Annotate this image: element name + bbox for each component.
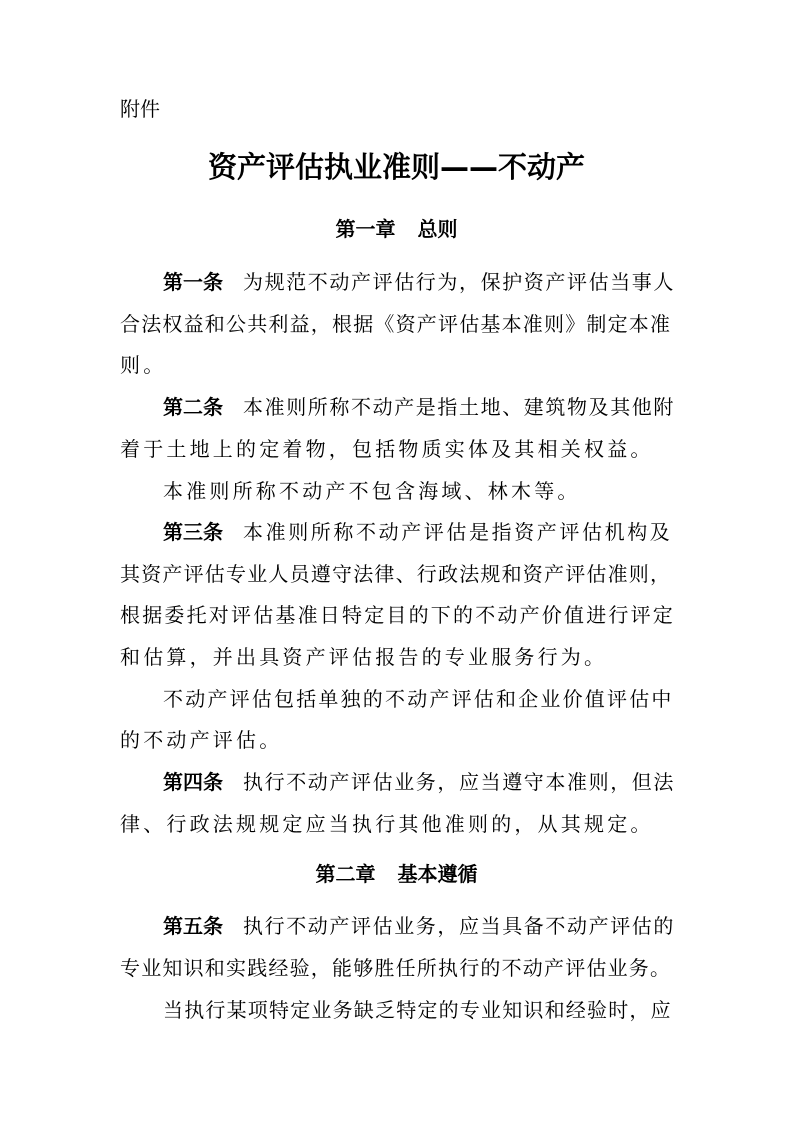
- chapter-name: 基本遵循: [397, 862, 478, 886]
- article-text: 为规范不动产评估行为，保护资产评估当事人: [243, 270, 675, 294]
- article-3-paragraph-2-line-1: 不动产评估包括单独的不动产评估和企业价值评估中: [163, 687, 674, 711]
- article-2-line-2: 着于土地上的定着物，包括物质实体及其相关权益。: [120, 437, 654, 461]
- article-5-line-2: 专业知识和实践经验，能够胜任所执行的不动产评估业务。: [120, 956, 672, 980]
- article-3-line-4: 和估算，并出具资产评估报告的专业服务行为。: [120, 645, 608, 669]
- chapter-name: 总则: [417, 217, 458, 241]
- article-text: 本准则所称不动产评估是指资产评估机构及: [243, 520, 673, 544]
- article-label: 第三条: [163, 520, 223, 544]
- article-5-paragraph-2-line-1: 当执行某项特定业务缺乏特定的专业知识和经验时，应: [163, 998, 672, 1022]
- article-2-paragraph-2: 本准则所称不动产不包含海域、林木等。: [163, 479, 581, 503]
- article-3-line-1: [163, 518, 675, 546]
- attachment-label: 附件: [120, 97, 160, 121]
- article-4-line-2: 律、行政法规规定应当执行其他准则的，从其规定。: [120, 812, 654, 836]
- article-label: 第二条: [163, 395, 223, 419]
- article-2-line-1: [163, 393, 675, 421]
- document-title: 资产评估执业准则——不动产: [207, 150, 585, 184]
- article-3-line-2: 其资产评估专业人员遵守法律、行政法规和资产评估准则，: [120, 562, 672, 586]
- article-1-line-3: 则。: [120, 353, 167, 377]
- article-text: 执行不动产评估业务，应当遵守本准则，但法: [243, 770, 675, 794]
- article-label: 第四条: [163, 770, 223, 794]
- article-label: 第一条: [163, 270, 223, 294]
- article-1-line-2: 合法权益和公共利益，根据《资产评估基本准则》制定本准: [120, 312, 672, 336]
- article-5-line-1: [163, 912, 675, 940]
- article-3-paragraph-2-line-2: 的不动产评估。: [120, 728, 283, 752]
- article-text: 本准则所称不动产是指土地、建筑物及其他附: [243, 395, 675, 419]
- chapter-number: 第一章: [335, 217, 396, 241]
- article-4-line-1: [163, 768, 675, 796]
- chapter-heading-1: [0, 215, 793, 243]
- article-1-line-1: [163, 268, 675, 296]
- article-3-line-3: 根据委托对评估基准日特定目的下的不动产价值进行评定: [120, 603, 675, 627]
- article-text: 执行不动产评估业务，应当具备不动产评估的: [243, 914, 675, 938]
- chapter-number: 第二章: [315, 862, 376, 886]
- article-label: 第五条: [163, 914, 223, 938]
- chapter-heading-2: [0, 860, 793, 888]
